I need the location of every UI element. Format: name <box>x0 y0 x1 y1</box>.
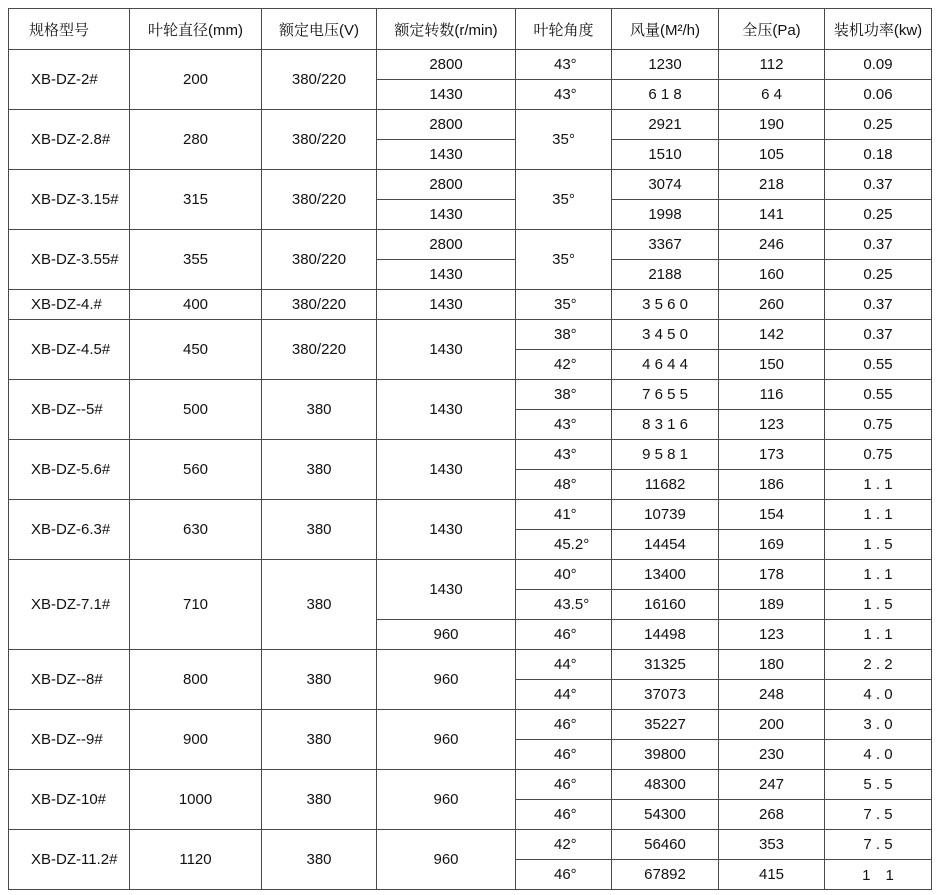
pressure-cell: 142 <box>719 320 825 350</box>
diameter-cell: 630 <box>130 500 262 560</box>
power-cell: 1 . 5 <box>825 530 932 560</box>
voltage-cell: 380 <box>262 500 377 560</box>
airflow-cell: 2188 <box>612 260 719 290</box>
airflow-cell: 3 4 5 0 <box>612 320 719 350</box>
header-angle: 叶轮角度 <box>516 9 612 50</box>
angle-cell: 46° <box>516 740 612 770</box>
model-cell: XB-DZ-7.1# <box>9 560 130 650</box>
angle-cell: 38° <box>516 320 612 350</box>
table-row <box>9 110 932 140</box>
pressure-cell: 141 <box>719 200 825 230</box>
model-cell: XB-DZ-11.2# <box>9 830 130 890</box>
voltage-cell: 380 <box>262 650 377 710</box>
voltage-cell: 380 <box>262 380 377 440</box>
angle-cell: 44° <box>516 680 612 710</box>
airflow-cell: 14454 <box>612 530 719 560</box>
speed-cell: 1430 <box>377 560 516 620</box>
angle-cell: 35° <box>516 290 612 320</box>
pressure-cell: 190 <box>719 110 825 140</box>
airflow-cell: 67892 <box>612 860 719 890</box>
power-cell: 3 . 0 <box>825 710 932 740</box>
angle-cell: 46° <box>516 860 612 890</box>
header-speed: 额定转数(r/min) <box>377 9 516 50</box>
speed-cell: 1430 <box>377 290 516 320</box>
table-row <box>9 440 932 470</box>
power-cell: 0.09 <box>825 50 932 80</box>
pressure-cell: 160 <box>719 260 825 290</box>
model-cell: XB-DZ--9# <box>9 710 130 770</box>
speed-cell: 1430 <box>377 320 516 380</box>
angle-cell: 35° <box>516 110 612 170</box>
table-row <box>9 710 932 740</box>
pressure-cell: 154 <box>719 500 825 530</box>
angle-cell: 44° <box>516 650 612 680</box>
header-row <box>9 9 932 50</box>
airflow-cell: 9 5 8 1 <box>612 440 719 470</box>
airflow-cell: 8 3 1 6 <box>612 410 719 440</box>
voltage-cell: 380 <box>262 710 377 770</box>
airflow-cell: 31325 <box>612 650 719 680</box>
power-cell: 4 . 0 <box>825 740 932 770</box>
header-model: 规格型号 <box>9 9 130 50</box>
airflow-cell: 35227 <box>612 710 719 740</box>
speed-cell: 1430 <box>377 500 516 560</box>
power-cell: 0.37 <box>825 170 932 200</box>
airflow-cell: 7 6 5 5 <box>612 380 719 410</box>
speed-cell: 960 <box>377 770 516 830</box>
power-cell: 0.75 <box>825 440 932 470</box>
angle-cell: 41° <box>516 500 612 530</box>
pressure-cell: 218 <box>719 170 825 200</box>
speed-cell: 960 <box>377 650 516 710</box>
power-cell: 7 . 5 <box>825 800 932 830</box>
pressure-cell: 173 <box>719 440 825 470</box>
angle-cell: 46° <box>516 770 612 800</box>
power-cell: 0.37 <box>825 320 932 350</box>
power-cell: 1 . 1 <box>825 620 932 650</box>
diameter-cell: 500 <box>130 380 262 440</box>
airflow-cell: 3 5 6 0 <box>612 290 719 320</box>
table-row <box>9 770 932 800</box>
pressure-cell: 248 <box>719 680 825 710</box>
power-cell: 0.25 <box>825 110 932 140</box>
speed-cell: 960 <box>377 710 516 770</box>
voltage-cell: 380/220 <box>262 110 377 170</box>
diameter-cell: 560 <box>130 440 262 500</box>
speed-cell: 1430 <box>377 200 516 230</box>
speed-cell: 2800 <box>377 110 516 140</box>
pressure-cell: 105 <box>719 140 825 170</box>
table-row <box>9 320 932 350</box>
angle-cell: 35° <box>516 230 612 290</box>
airflow-cell: 56460 <box>612 830 719 860</box>
angle-cell: 42° <box>516 830 612 860</box>
power-cell: 0.25 <box>825 200 932 230</box>
airflow-cell: 39800 <box>612 740 719 770</box>
power-cell: 1 . 5 <box>825 590 932 620</box>
power-cell: 0.55 <box>825 380 932 410</box>
diameter-cell: 200 <box>130 50 262 110</box>
diameter-cell: 1120 <box>130 830 262 890</box>
pressure-cell: 6 4 <box>719 80 825 110</box>
power-cell: 1 . 1 <box>825 560 932 590</box>
table-row <box>9 830 932 860</box>
power-cell: 0.75 <box>825 410 932 440</box>
header-pressure: 全压(Pa) <box>719 9 825 50</box>
pressure-cell: 247 <box>719 770 825 800</box>
airflow-cell: 1510 <box>612 140 719 170</box>
speed-cell: 1430 <box>377 140 516 170</box>
angle-cell: 43° <box>516 80 612 110</box>
angle-cell: 43° <box>516 410 612 440</box>
angle-cell: 48° <box>516 470 612 500</box>
pressure-cell: 180 <box>719 650 825 680</box>
voltage-cell: 380/220 <box>262 50 377 110</box>
voltage-cell: 380/220 <box>262 170 377 230</box>
table-row <box>9 650 932 680</box>
airflow-cell: 4 6 4 4 <box>612 350 719 380</box>
airflow-cell: 1998 <box>612 200 719 230</box>
diameter-cell: 355 <box>130 230 262 290</box>
power-cell: 0.37 <box>825 230 932 260</box>
angle-cell: 46° <box>516 800 612 830</box>
pressure-cell: 178 <box>719 560 825 590</box>
speed-cell: 960 <box>377 830 516 890</box>
speed-cell: 1430 <box>377 380 516 440</box>
voltage-cell: 380 <box>262 440 377 500</box>
power-cell: 7 . 5 <box>825 830 932 860</box>
power-cell: 1 . 1 <box>825 470 932 500</box>
airflow-cell: 37073 <box>612 680 719 710</box>
airflow-cell: 54300 <box>612 800 719 830</box>
header-airflow: 风量(M²/h) <box>612 9 719 50</box>
power-cell: 0.25 <box>825 260 932 290</box>
power-cell: 1 . 1 <box>825 500 932 530</box>
airflow-cell: 13400 <box>612 560 719 590</box>
model-cell: XB-DZ-4.5# <box>9 320 130 380</box>
diameter-cell: 1000 <box>130 770 262 830</box>
table-row <box>9 230 932 260</box>
speed-cell: 2800 <box>377 170 516 200</box>
speed-cell: 960 <box>377 620 516 650</box>
angle-cell: 45.2° <box>516 530 612 560</box>
airflow-cell: 11682 <box>612 470 719 500</box>
pressure-cell: 246 <box>719 230 825 260</box>
diameter-cell: 710 <box>130 560 262 650</box>
speed-cell: 1430 <box>377 80 516 110</box>
table-row <box>9 500 932 530</box>
voltage-cell: 380/220 <box>262 290 377 320</box>
table-row <box>9 50 932 80</box>
airflow-cell: 6 1 8 <box>612 80 719 110</box>
model-cell: XB-DZ-6.3# <box>9 500 130 560</box>
airflow-cell: 2921 <box>612 110 719 140</box>
speed-cell: 2800 <box>377 230 516 260</box>
model-cell: XB-DZ-2.8# <box>9 110 130 170</box>
model-cell: XB-DZ-5.6# <box>9 440 130 500</box>
pressure-cell: 353 <box>719 830 825 860</box>
angle-cell: 46° <box>516 710 612 740</box>
airflow-cell: 16160 <box>612 590 719 620</box>
model-cell: XB-DZ--8# <box>9 650 130 710</box>
pressure-cell: 169 <box>719 530 825 560</box>
power-cell: 1 1 <box>825 860 932 890</box>
angle-cell: 35° <box>516 170 612 230</box>
voltage-cell: 380/220 <box>262 230 377 290</box>
header-voltage: 额定电压(V) <box>262 9 377 50</box>
model-cell: XB-DZ-10# <box>9 770 130 830</box>
angle-cell: 38° <box>516 380 612 410</box>
model-cell: XB-DZ-2# <box>9 50 130 110</box>
voltage-cell: 380/220 <box>262 320 377 380</box>
power-cell: 0.55 <box>825 350 932 380</box>
pressure-cell: 112 <box>719 50 825 80</box>
voltage-cell: 380 <box>262 560 377 650</box>
angle-cell: 43° <box>516 440 612 470</box>
header-diameter: 叶轮直径(mm) <box>130 9 262 50</box>
model-cell: XB-DZ-3.15# <box>9 170 130 230</box>
voltage-cell: 380 <box>262 770 377 830</box>
pressure-cell: 150 <box>719 350 825 380</box>
pressure-cell: 123 <box>719 410 825 440</box>
pressure-cell: 260 <box>719 290 825 320</box>
airflow-cell: 3367 <box>612 230 719 260</box>
airflow-cell: 48300 <box>612 770 719 800</box>
spec-table-wrapper <box>8 8 932 890</box>
speed-cell: 1430 <box>377 260 516 290</box>
angle-cell: 46° <box>516 620 612 650</box>
airflow-cell: 10739 <box>612 500 719 530</box>
power-cell: 4 . 0 <box>825 680 932 710</box>
header-power: 装机功率(kw) <box>825 9 932 50</box>
diameter-cell: 450 <box>130 320 262 380</box>
pressure-cell: 415 <box>719 860 825 890</box>
voltage-cell: 380 <box>262 830 377 890</box>
table-row <box>9 170 932 200</box>
power-cell: 0.37 <box>825 290 932 320</box>
diameter-cell: 280 <box>130 110 262 170</box>
pressure-cell: 268 <box>719 800 825 830</box>
diameter-cell: 315 <box>130 170 262 230</box>
pressure-cell: 116 <box>719 380 825 410</box>
model-cell: XB-DZ-3.55# <box>9 230 130 290</box>
power-cell: 0.18 <box>825 140 932 170</box>
table-row <box>9 560 932 590</box>
diameter-cell: 400 <box>130 290 262 320</box>
angle-cell: 40° <box>516 560 612 590</box>
table-row <box>9 290 932 320</box>
angle-cell: 43° <box>516 50 612 80</box>
diameter-cell: 900 <box>130 710 262 770</box>
power-cell: 0.06 <box>825 80 932 110</box>
pressure-cell: 186 <box>719 470 825 500</box>
power-cell: 5 . 5 <box>825 770 932 800</box>
airflow-cell: 14498 <box>612 620 719 650</box>
fan-spec-table <box>8 8 932 890</box>
speed-cell: 1430 <box>377 440 516 500</box>
model-cell: XB-DZ--5# <box>9 380 130 440</box>
pressure-cell: 230 <box>719 740 825 770</box>
model-cell: XB-DZ-4.# <box>9 290 130 320</box>
speed-cell: 2800 <box>377 50 516 80</box>
pressure-cell: 189 <box>719 590 825 620</box>
airflow-cell: 1230 <box>612 50 719 80</box>
pressure-cell: 200 <box>719 710 825 740</box>
pressure-cell: 123 <box>719 620 825 650</box>
diameter-cell: 800 <box>130 650 262 710</box>
angle-cell: 43.5° <box>516 590 612 620</box>
angle-cell: 42° <box>516 350 612 380</box>
airflow-cell: 3074 <box>612 170 719 200</box>
table-row <box>9 380 932 410</box>
power-cell: 2 . 2 <box>825 650 932 680</box>
